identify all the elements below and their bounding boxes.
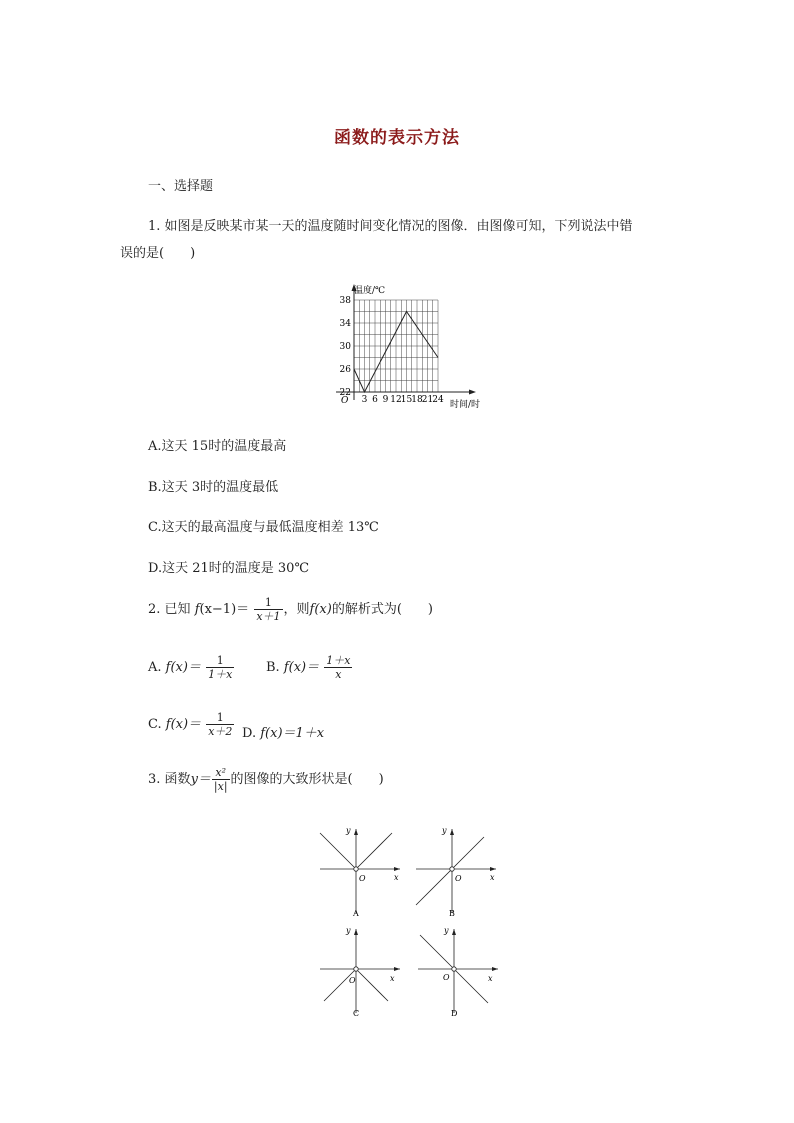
x-axis-arrow [469,390,476,395]
graph-c [316,925,406,1020]
graph-b-x: x [490,873,495,882]
graph-c-origin: O [349,976,356,985]
graph-d-label: D [451,1009,458,1018]
chart-ylabel: 温度/℃ [354,286,386,296]
graph-c-y: y [346,926,351,935]
q1-text-2: 误的是( ) [120,246,196,261]
graph-b-label: B [449,909,455,918]
q2-fraction: $\frac{1}{x+1}$ [256,596,281,623]
q1-option-c: C.这天的最高温度与最低温度相差 13℃ [148,520,379,535]
section-heading: 一、选择题 [148,179,214,194]
x-tick-label: 15 [400,395,413,405]
q3-stem: 3. 函数y＝ $\frac{\text{x²}}{|x|}$ 的图像的大致形状是( ) [148,766,384,793]
chart-ticks [340,296,444,405]
y-tick-label: 38 [339,296,351,306]
page-title: 函数的表示方法 [334,128,460,148]
q1-text-1: 如图是反映某市某一天的温度随时间变化情况的图像．由图像可知，下列说法中错 [164,219,633,234]
q1-number: 1. [148,219,161,234]
graph-a-y: y [346,826,351,835]
y-tick-label: 26 [339,365,351,375]
graph-b-origin: O [455,874,462,883]
x-tick-label: 18 [411,395,423,405]
q1-line1 [148,215,633,234]
chart-axes [336,284,476,400]
graph-b [412,825,502,920]
x-tick-label: 6 [372,395,378,405]
q2-stem: 2. 已知 f(x−1)＝ $\frac{1}{x+1}$ ，则f(x)的解析式为( ) [148,596,433,623]
y-tick-label: 30 [339,342,351,352]
graph-d-x: x [488,974,493,983]
q2-option-a: A. f(x)＝ $\frac{1}{1+x}$ [148,654,233,681]
y-tick-label: 34 [339,319,351,329]
graph-c-x: x [390,974,395,983]
graph-a-origin: O [359,874,366,883]
graph-b-y: y [442,826,447,835]
graph-d-origin: O [443,973,450,982]
q1-option-d: D.这天 21时的温度是 30℃ [148,561,309,576]
x-tick-label: 12 [390,395,402,405]
chart-grid [354,300,438,392]
graph-a-x: x [394,873,399,882]
q3-fraction: $\frac{\text{x²}}{|x|}$ [213,766,228,793]
graph-d [414,925,504,1020]
chart-origin: O [341,396,349,406]
q2-option-c: C. f(x)＝ $\frac{1}{x+2}$ [148,711,233,738]
q1-option-a: A.这天 15时的温度最高 [148,439,287,454]
y-tick-label: 22 [339,388,351,398]
q2-option-b: B. f(x)＝ $\frac{1+x}{x}$ [266,654,351,681]
graph-a-label: A [353,909,359,918]
q3-number: 3. [148,772,161,787]
chart-xlabel: 时间/时 [450,400,481,410]
x-tick-label: 24 [432,395,444,405]
q1-option-b: B.这天 3时的温度最低 [148,480,279,495]
temperature-chart [330,280,490,415]
q2-number: 2. [148,602,161,617]
x-tick-label: 9 [382,395,389,405]
graph-c-label: C [353,1009,360,1018]
q2-option-d: D. f(x)＝1＋x [242,726,325,741]
x-tick-label: 3 [361,395,368,405]
x-tick-label: 21 [421,395,434,405]
graph-a [316,825,406,920]
graph-d-y: y [444,926,449,935]
